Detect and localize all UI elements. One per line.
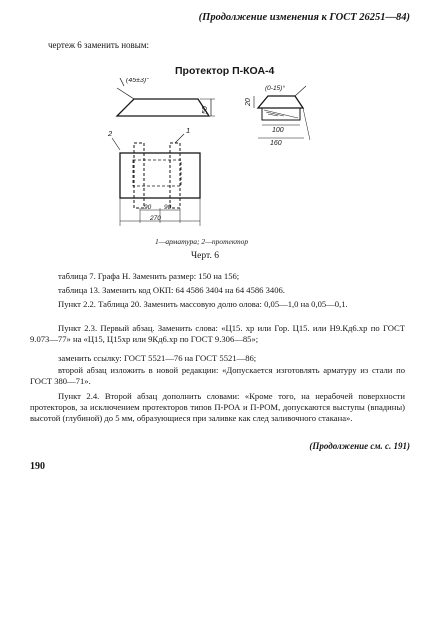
technical-drawing xyxy=(40,78,370,238)
paragraph-item-2-3: Пункт 2.3. Первый абзац. Заменить слова: «Ц15. хр или Гор. Ц15. или Н9.Кд6.хр по ГОСТ 9.073—77» на «Ц15, Ц15хр или 9Кд6.хр по ГОСТ 9.306—85»; xyxy=(30,323,405,344)
paragraph-item-2-4: Пункт 2.4. Второй абзац дополнить словами: «Кроме того, на нерабочей поверхности протекторов, за исключением протекторов типов П-РОА и П-РОМ, допускаются выступы (впадины) высотой (глубиной) до 5 мм, образующиеся при заливке как след заливочного стакана». xyxy=(30,391,405,423)
continuation-note: (Продолжение см. с. 191) xyxy=(309,441,410,451)
figure-label: Черт. 6 xyxy=(191,251,219,261)
dim-160-label: 160 xyxy=(270,140,282,147)
page-header: (Продолжение изменения к ГОСТ 26251—84) xyxy=(198,12,410,23)
dim-20-label: 20 xyxy=(245,98,252,106)
callout-2: 2 xyxy=(108,129,113,138)
dim-50-label: 50 xyxy=(202,106,209,114)
dim-100-label: 100 xyxy=(272,127,284,134)
paragraph-second-abzac: второй абзац изложить в новой редакции: «Допускается изготовлять арматуру из стали по ГОСТ 380—71». xyxy=(30,365,405,386)
angle-right-label: (0-15)° xyxy=(265,85,285,92)
callout-1: 1 xyxy=(186,126,191,135)
drawing-title: Протектор П-КОА-4 xyxy=(175,65,275,77)
intro-line: чертеж 6 заменить новым: xyxy=(48,40,150,50)
dim-270-label: 270 xyxy=(150,215,161,222)
page-number: 190 xyxy=(30,461,45,472)
figure-caption: 1—арматура; 2—протектор xyxy=(155,237,249,246)
plan-view xyxy=(107,126,200,226)
paragraph-table7: таблица 7. Графа Н. Заменить размер: 150 на 156; xyxy=(58,271,240,281)
paragraph-table13: таблица 13. Заменить код ОКП: 64 4586 3404 на 64 4586 3406. xyxy=(58,285,285,295)
front-view xyxy=(117,78,215,116)
paragraph-item-2-2: Пункт 2.2. Таблица 20. Заменить массовую долю олова: 0,05—1,0 на 0,05—0,1. xyxy=(58,299,348,309)
side-view xyxy=(245,84,310,147)
dim-90a-label: 90 xyxy=(144,204,152,211)
paragraph-reference: заменить ссылку: ГОСТ 5521—76 на ГОСТ 5521—86; xyxy=(58,353,257,363)
dim-90b-label: 90 xyxy=(164,204,172,211)
angle-left-label: (45±3)° xyxy=(126,78,149,84)
